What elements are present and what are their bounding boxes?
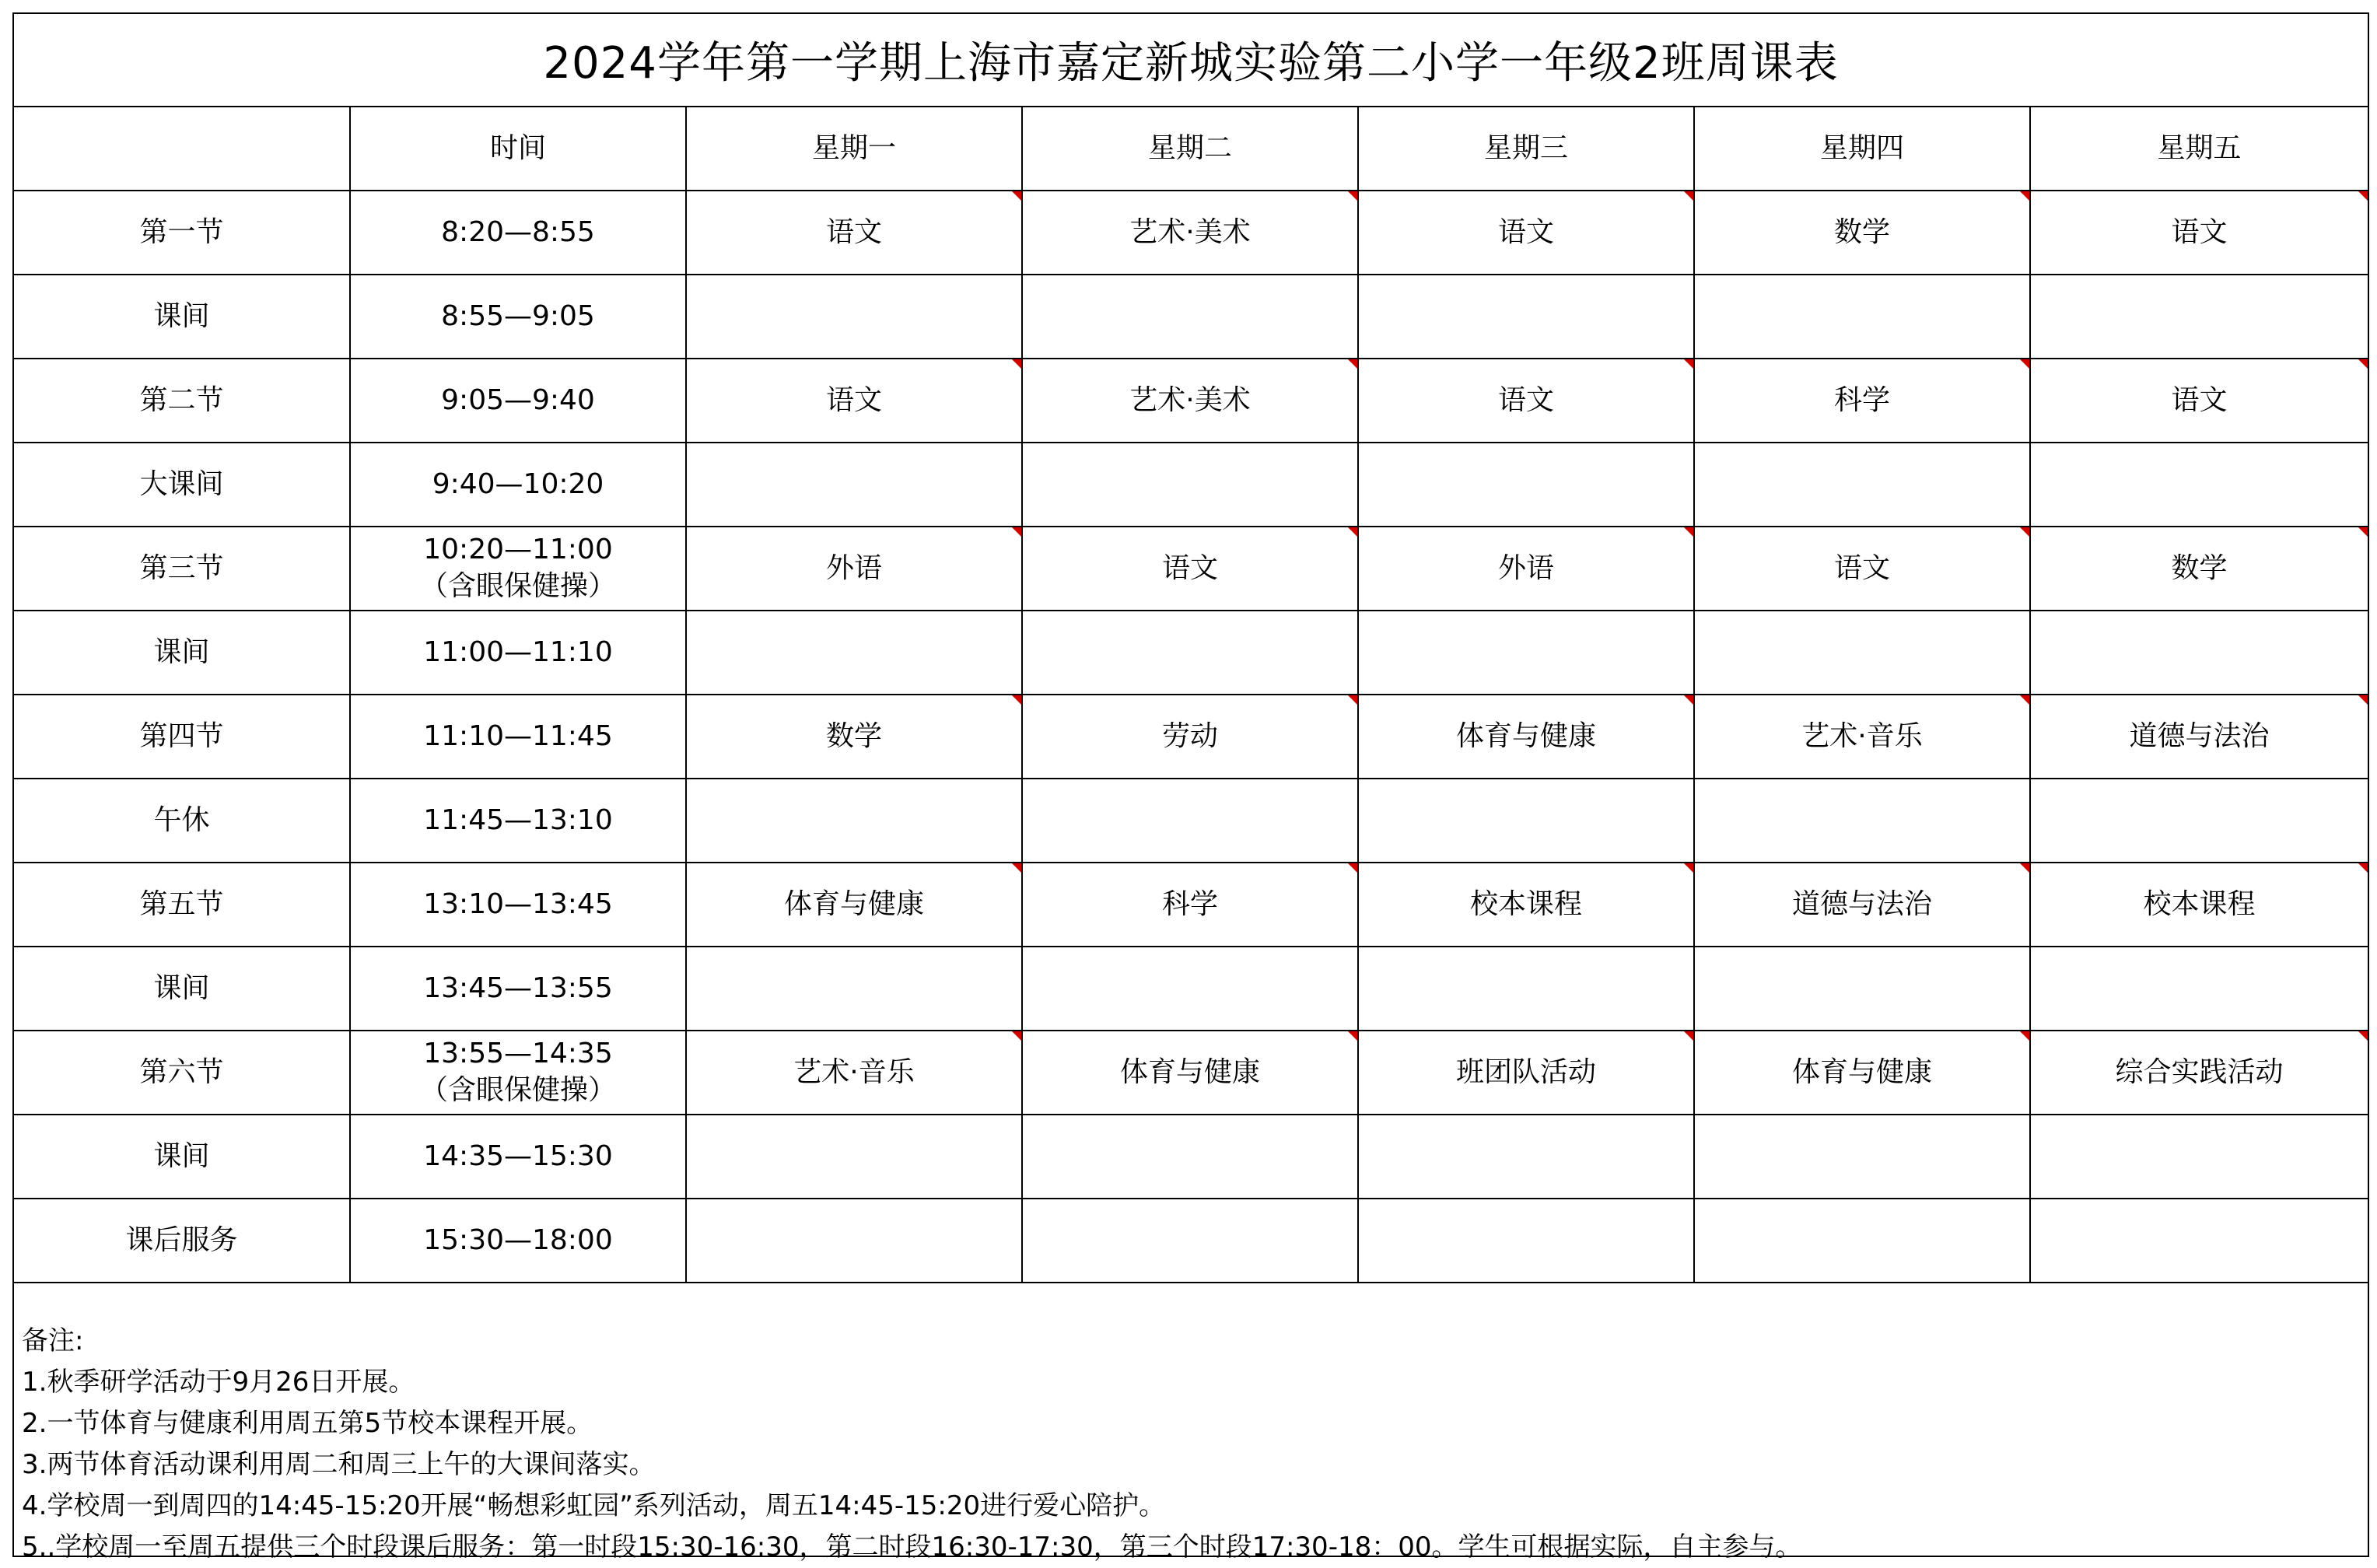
course-cell [1358,1199,1694,1283]
time-range: 9:40—10:20 [432,467,604,500]
course-cell: 体育与健康 [686,863,1022,947]
course-cell: 数学 [686,695,1022,779]
table-row [14,1199,2368,1283]
course-cell [1022,947,1358,1031]
header-row [14,107,2368,191]
course-cell [2030,1115,2368,1199]
course-cell [686,275,1022,359]
course-cell [1022,1199,1358,1283]
period-cell: 课间 [14,1115,350,1199]
header-cell [14,107,350,191]
course-cell [1022,1115,1358,1199]
period-cell: 第三节 [14,527,350,611]
course-cell [1694,1115,2030,1199]
time-range: 8:55—9:05 [441,299,595,332]
course-cell: 语文 [1358,191,1694,275]
period-cell: 课后服务 [14,1199,350,1283]
period-cell: 第四节 [14,695,350,779]
course-cell: 科学 [1694,359,2030,443]
page-title: 2024学年第一学期上海市嘉定新城实验第二小学一年级2班周课表 [14,14,2368,107]
time-range: 13:45—13:55 [423,971,613,1004]
course-cell [1694,443,2030,527]
time-range: 15:30—18:00 [423,1223,613,1256]
time-cell [350,611,686,695]
course-cell: 艺术·美术 [1022,191,1358,275]
time-cell [350,1199,686,1283]
course-cell: 道德与法治 [2030,695,2368,779]
header-cell: 星期三 [1358,107,1694,191]
course-cell: 外语 [686,527,1022,611]
course-cell [1022,779,1358,863]
period-cell: 第二节 [14,359,350,443]
course-cell: 体育与健康 [1022,1031,1358,1115]
period-cell: 第一节 [14,191,350,275]
table-row [14,695,2368,779]
course-cell [1358,611,1694,695]
time-note: （含眼保健操） [419,1074,616,1106]
course-cell [1358,1115,1694,1199]
course-cell [1694,275,2030,359]
course-cell [686,611,1022,695]
time-range: 11:00—11:10 [423,635,613,668]
note-item: 5..学校周一至周五提供三个时段课后服务：第一时段15:30-16:30，第二时段16:30-17:30，第三个时段17:30-18：00。学生可根据实际，自主参与。 [22,1531,1802,1563]
time-cell [350,191,686,275]
time-cell [350,695,686,779]
notes-block [22,1321,1802,1568]
course-cell: 综合实践活动 [2030,1031,2368,1115]
course-cell: 艺术·音乐 [686,1031,1022,1115]
course-cell [1358,275,1694,359]
course-cell: 艺术·音乐 [1694,695,2030,779]
course-cell: 班团队活动 [1358,1031,1694,1115]
time-range: 13:55—14:35 [423,1038,613,1070]
course-cell [1694,947,2030,1031]
table-row [14,863,2368,947]
course-cell: 语文 [1022,527,1358,611]
time-cell [350,947,686,1031]
course-cell [2030,1199,2368,1283]
course-cell: 校本课程 [2030,863,2368,947]
course-cell: 数学 [2030,527,2368,611]
timetable-grid [14,107,2368,1283]
course-cell [2030,947,2368,1031]
header-cell: 时间 [350,107,686,191]
header-cell: 星期五 [2030,107,2368,191]
period-cell: 第五节 [14,863,350,947]
time-range: 11:10—11:45 [423,719,613,752]
time-note: （含眼保健操） [419,570,616,602]
time-cell [350,1115,686,1199]
course-cell: 外语 [1358,527,1694,611]
table-row [14,527,2368,611]
course-cell: 语文 [686,359,1022,443]
course-cell: 劳动 [1022,695,1358,779]
table-row [14,1031,2368,1115]
course-cell [1022,275,1358,359]
course-cell [1022,611,1358,695]
course-cell [686,779,1022,863]
time-range: 10:20—11:00 [423,534,613,566]
course-cell [1358,443,1694,527]
table-row [14,947,2368,1031]
time-range: 11:45—13:10 [423,803,613,836]
table-row [14,1115,2368,1199]
time-cell [350,275,686,359]
header-cell: 星期二 [1022,107,1358,191]
table-row [14,611,2368,695]
course-cell: 校本课程 [1358,863,1694,947]
course-cell: 道德与法治 [1694,863,2030,947]
period-cell: 午休 [14,779,350,863]
course-cell: 数学 [1694,191,2030,275]
period-cell: 大课间 [14,443,350,527]
course-cell [1694,779,2030,863]
course-cell [1694,1199,2030,1283]
header-cell: 星期一 [686,107,1022,191]
course-cell: 体育与健康 [1358,695,1694,779]
note-item: 4.学校周一到周四的14:45-15:20开展“畅想彩虹园”系列活动，周五14:45-15:20进行爱心陪护。 [22,1490,1166,1521]
time-cell [350,1031,686,1115]
course-cell: 语文 [2030,359,2368,443]
course-cell: 体育与健康 [1694,1031,2030,1115]
time-cell [350,779,686,863]
period-cell: 课间 [14,275,350,359]
time-cell [350,863,686,947]
course-cell [686,947,1022,1031]
time-range: 8:20—8:55 [441,215,595,248]
table-row [14,275,2368,359]
note-item: 2.一节体育与健康利用周五第5节校本课程开展。 [22,1408,593,1439]
notes-label: 备注: [22,1325,84,1356]
time-cell [350,527,686,611]
time-range: 9:05—9:40 [441,383,595,416]
course-cell: 语文 [1694,527,2030,611]
course-cell [1358,779,1694,863]
course-cell [686,1199,1022,1283]
course-cell [2030,779,2368,863]
course-cell [2030,275,2368,359]
table-row [14,359,2368,443]
course-cell [686,443,1022,527]
note-item: 1.秋季研学活动于9月26日开展。 [22,1367,415,1398]
course-cell: 科学 [1022,863,1358,947]
course-cell [1022,443,1358,527]
course-cell: 语文 [1358,359,1694,443]
course-cell: 语文 [2030,191,2368,275]
period-cell: 课间 [14,947,350,1031]
table-row [14,779,2368,863]
note-item: 3.两节体育活动课利用周二和周三上午的大课间落实。 [22,1449,656,1480]
time-range: 14:35—15:30 [423,1139,613,1172]
table-row [14,443,2368,527]
header-cell: 星期四 [1694,107,2030,191]
course-cell [1358,947,1694,1031]
period-cell: 第六节 [14,1031,350,1115]
course-cell [2030,443,2368,527]
time-cell [350,443,686,527]
time-range: 13:10—13:45 [423,887,613,920]
course-cell: 语文 [686,191,1022,275]
period-cell: 课间 [14,611,350,695]
course-cell: 艺术·美术 [1022,359,1358,443]
time-cell [350,359,686,443]
course-cell [1694,611,2030,695]
timetable-sheet [12,12,2369,1563]
course-cell [686,1115,1022,1199]
course-cell [2030,611,2368,695]
table-row [14,191,2368,275]
